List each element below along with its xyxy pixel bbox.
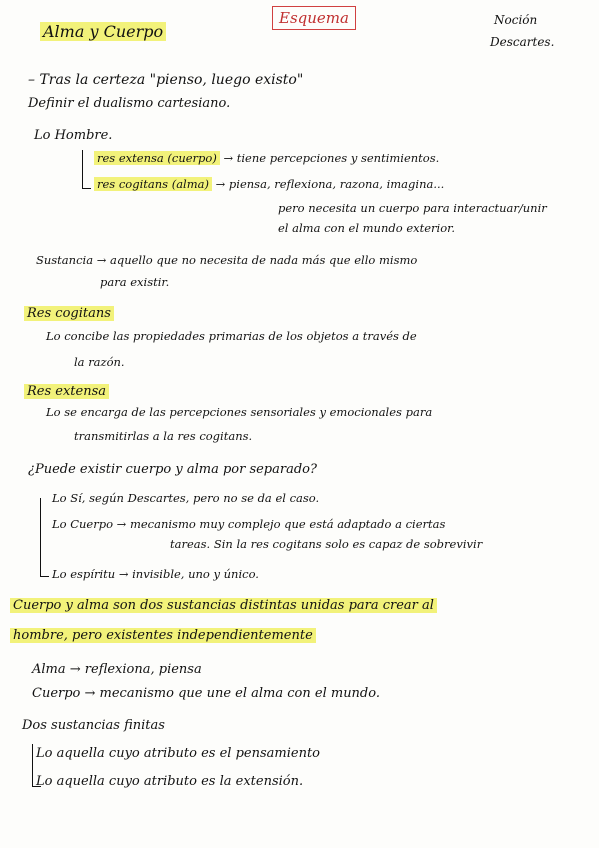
- note-line-25: Lo aquella cuyo atributo es la extensión.: [36, 774, 304, 789]
- author-top: Noción: [494, 13, 538, 27]
- note-line-4: [94, 150, 439, 166]
- note-line-11: la razón.: [74, 355, 125, 369]
- tag-box: [272, 10, 356, 26]
- note-line-4-text: → tiene percepciones y sentimientos.: [223, 151, 440, 165]
- note-line-16: Lo Cuerpo → mecanismo muy complejo que está adaptado a ciertas: [52, 517, 446, 531]
- heading-res-extensa: [24, 384, 109, 400]
- highlight-summary-1: Cuerpo y alma son dos sustancias distintas unidas para crear al: [10, 598, 437, 613]
- note-line-19: [10, 598, 437, 614]
- highlight-res-extensa: res extensa (cuerpo): [94, 151, 220, 165]
- note-line-8: Sustancia → aquello que no necesita de nada más que ello mismo: [36, 253, 418, 267]
- note-line-14: ¿Puede existir cuerpo y alma por separado?: [28, 462, 317, 477]
- page-title: [40, 24, 166, 40]
- note-line-1: – Tras la certeza "pienso, luego existo": [28, 72, 304, 88]
- note-line-7: el alma con el mundo exterior.: [278, 221, 456, 235]
- note-line-23: Dos sustancias finitas: [22, 718, 165, 733]
- author-bottom: Descartes.: [490, 35, 555, 49]
- tag-label: Esquema: [272, 6, 356, 30]
- heading-res-cogitans: [24, 306, 114, 322]
- note-line-10: Lo concibe las propiedades primarias de los objetos a través de: [46, 329, 417, 343]
- note-line-18: Lo espíritu → invisible, uno y único.: [52, 567, 259, 581]
- note-line-22: Cuerpo → mecanismo que une el alma con el mundo.: [32, 686, 380, 701]
- note-line-24: Lo aquella cuyo atributo es el pensamiento: [36, 746, 321, 761]
- note-line-20: [10, 628, 316, 644]
- note-line-5-text: → piensa, reflexiona, razona, imagina...: [215, 177, 445, 191]
- note-line-2: Definir el dualismo cartesiano.: [28, 96, 231, 111]
- note-line-9: para existir.: [100, 275, 170, 289]
- note-line-13: transmitirlas a la res cogitans.: [74, 429, 253, 443]
- highlight-heading-2: Res extensa: [24, 384, 109, 399]
- highlight-summary-2: hombre, pero existentes independientemente: [10, 628, 316, 643]
- title-highlight: Alma y Cuerpo: [40, 22, 166, 41]
- bracket-arrow: [82, 150, 91, 189]
- bracket-arrow-2: [40, 498, 49, 577]
- highlight-heading-1: Res cogitans: [24, 306, 114, 321]
- note-line-17: tareas. Sin la res cogitans solo es capaz de sobrevivir: [170, 537, 483, 551]
- note-line-15: Lo Sí, según Descartes, pero no se da el caso.: [52, 491, 320, 505]
- note-line-6: pero necesita un cuerpo para interactuar/unir: [278, 201, 547, 215]
- note-line-12: Lo se encarga de las percepciones sensoriales y emocionales para: [46, 405, 433, 419]
- highlight-res-cogitans: res cogitans (alma): [94, 177, 212, 191]
- note-line-3: Lo Hombre.: [34, 128, 113, 143]
- note-line-5: [94, 176, 444, 192]
- note-line-21: Alma → reflexiona, piensa: [32, 662, 202, 677]
